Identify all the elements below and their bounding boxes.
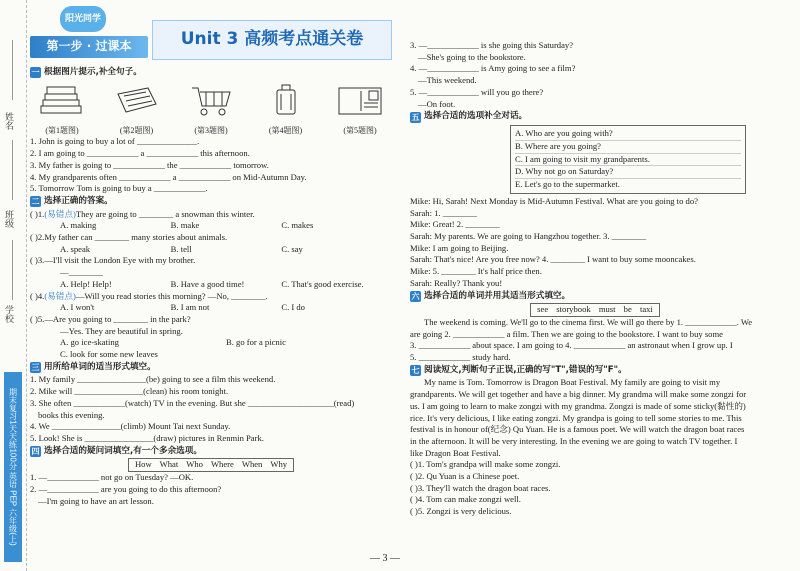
question-line: ( )2.My father can ________ many stories about animals. [30, 232, 228, 243]
word-bank: How What Who Where When Why [30, 458, 392, 472]
question-line: 4. My grandparents often ____________ a ____________ on Mid-Autumn Day. [30, 171, 307, 182]
question-line: ( )1.(易错点)They are going to ________ a snowman this winter. [30, 208, 255, 219]
dialog-line: Sarah: 1. ________ [410, 207, 478, 218]
dialog-line: Mike: Hi, Sarah! Next Monday is Mid-Autumn Festival. What are you going to do? [410, 195, 698, 206]
passage-line: rice. It's very delicious, I like eating zongzi. My grandpa is going to tell some stories to me. This [410, 412, 742, 423]
brand-logo: 阳光同学 [60, 6, 106, 32]
picture-row [30, 81, 392, 123]
question-line: 2. —____________ are you going to do this afternoon? [30, 483, 222, 494]
section-heading: 六 选择合适的单词并用其适当形式填空。 [411, 290, 571, 301]
dialog-line: Mike: Great! 2. ________ [410, 219, 500, 230]
picture-captions: (第1题图) (第2题图) (第3题图) (第4题图) (第5题图) [45, 125, 377, 135]
margin-line [12, 140, 13, 200]
header [30, 0, 392, 66]
class-label: 班级 [4, 210, 14, 228]
question-line: 1. John is going to buy a lot of ______________. [30, 136, 200, 147]
question-line: 5. Look! She is ________________(draw) pictures in Renmin Park. [30, 432, 264, 443]
passage-line: us. I am going to learn to make zongzi with my grandma. Zongzi is made of some sticky(黏性的) [410, 400, 746, 411]
page-title: Unit 3 高频考点通关卷 [180, 29, 364, 50]
options-row: A. making B. make C. makes [60, 220, 314, 231]
question-line: ( )5. Zongzi is very delicious. [410, 506, 512, 517]
question-line: ( )1. Tom's grandpa will make some zongzi. [410, 459, 561, 470]
question-line: ( )2. Qu Yuan is a Chinese poet. [410, 471, 520, 482]
cart-picture [183, 81, 239, 119]
dialog-line: Sarah: My parents. We are going to Hangzhou together. 3. ________ [410, 231, 647, 242]
question-line: 4. —____________ is Amy going to see a film? [410, 63, 576, 74]
series-band: 期末复习1天天练100分 英语 PEP 六年级(上) [4, 372, 22, 562]
question-line: 1. —____________ not go on Tuesday? —OK. [30, 472, 194, 483]
question-line: —________ [60, 267, 103, 278]
section-heading: 二 选择正确的答案。 [31, 195, 113, 207]
section-heading: 三 用所给单词的适当形式填空。 [31, 361, 156, 373]
question-line: 3. My father is going to ____________ the ____________ tomorrow. [30, 159, 269, 170]
section-heading: 四 选择合适的疑问词填空,有一个多余选项。 [31, 445, 202, 457]
word-bank: see storybook must be taxi [410, 303, 780, 317]
passage-line: like Dragon Boat Festival. [410, 447, 501, 458]
options-row: A. speak B. tell C. say [60, 243, 303, 254]
question-line: —She's going to the bookstore. [418, 51, 526, 62]
left-column [30, 0, 392, 507]
question-line: 5. Tomorrow Tom is going to buy a ____________. [30, 183, 208, 194]
step-banner: 第一步 · 过课本 [30, 36, 148, 58]
question-line: books this evening. [38, 409, 105, 420]
question-line: 2. I am going to ____________ a ____________ this afternoon. [30, 148, 250, 159]
question-line: ( )3. They'll watch the dragon boat races. [410, 482, 551, 493]
margin-line [12, 240, 13, 300]
passage-line: The weekend is coming. We'll go to the cinema first. We will go there by 1. ____________. We [424, 316, 753, 327]
title-box [152, 20, 392, 60]
page-number: — 3 — [370, 553, 400, 564]
section-heading: 七 阅读短文,判断句子正误,正确的写"T",错误的写"F"。 [411, 364, 627, 376]
binding-margin [0, 0, 27, 571]
question-line: ( )5.—Are you going to ________ in the park? [30, 313, 191, 324]
options-row: A. go ice-skating B. go for a picnic [60, 337, 286, 348]
postcard-picture [332, 81, 388, 119]
passage-line: My name is Tom. Tomorrow is Dragon Boat Festival. My family are going to visit my [424, 377, 721, 388]
options-row: C. look for some new leaves [60, 349, 158, 360]
passage-line: are going 2. ____________ a film. Then we are going to the bookstore. I want to buy some [410, 328, 723, 339]
question-line: —Yes. They are beautiful in spring. [60, 325, 183, 336]
question-line: ( )3.—I'll visit the London Eye with my brother. [30, 255, 196, 266]
dialog-line: Mike: I am going to Beijing. [410, 242, 509, 253]
options-row: A. Help! Help! B. Have a good time! C. That's good exercise. [60, 278, 364, 289]
school-label: 学校 [4, 305, 14, 323]
books-picture [34, 81, 90, 119]
dialog-line: Sarah: That's nice! Are you free now? 4. ________ I want to buy some mooncakes. [410, 254, 696, 265]
name-label: 姓名 [4, 112, 14, 130]
question-line: 5. —____________ will you go there? [410, 86, 544, 97]
margin-line [12, 40, 13, 100]
passage-line: 3. ____________ about space. I am going to 4. ____________ an astronaut when I grow up. I [410, 340, 733, 351]
question-line: —On foot. [418, 98, 456, 109]
question-line: ( )4.(易错点)—Will you read stories this morning? —No, ________. [30, 290, 268, 301]
question-line: 2. Mike will ________________(clean) his room tonight. [30, 386, 229, 397]
question-line: —This weekend. [418, 75, 477, 86]
options-row: A. I won't B. I am not C. I do [60, 302, 305, 313]
question-line: —I'm going to have an art lesson. [38, 495, 154, 506]
question-line: 3. She often ____________(watch) TV in the evening. But she ____________________(read) [30, 397, 355, 408]
suitcase-picture [258, 81, 314, 119]
section-heading: 五 选择合适的选项补全对话。 [411, 111, 528, 122]
dialog-line: Sarah: Really? Thank you! [410, 277, 503, 288]
question-line: 1. My family ________________(be) going to see a film this weekend. [30, 374, 276, 385]
newspaper-picture [109, 81, 165, 119]
section-heading: 一 根据图片提示,补全句子。 [31, 67, 142, 78]
passage-line: 5. ____________ study hard. [410, 352, 511, 363]
passage-line: grandparents. We will get together and have a big dinner. My grandma will make some zongzi for [410, 389, 747, 400]
right-column [410, 40, 780, 518]
passage-line: in the afternoon. It will be very interesting. In the evening we are going to watch TV together. I [410, 435, 738, 446]
question-line: 4. We ________________(climb) Mount Tai next Sunday. [30, 421, 231, 432]
question-line: ( )4. Tom can make zongzi well. [410, 494, 521, 505]
passage-line: festival is in honour of(纪念) Qu Yuan. He is a famous poet. We will watch the dragon boat races [410, 424, 745, 435]
choice-box: A. Who are you going with? B. Where are you going? C. I am going to visit my grandparents. D. Why not go on Saturday? E. Let's go to the supermarket. [510, 125, 746, 194]
dialog-line: Mike: 5. ________ It's half price then. [410, 266, 542, 277]
question-line: 3. —____________ is she going this Saturday? [410, 40, 574, 50]
